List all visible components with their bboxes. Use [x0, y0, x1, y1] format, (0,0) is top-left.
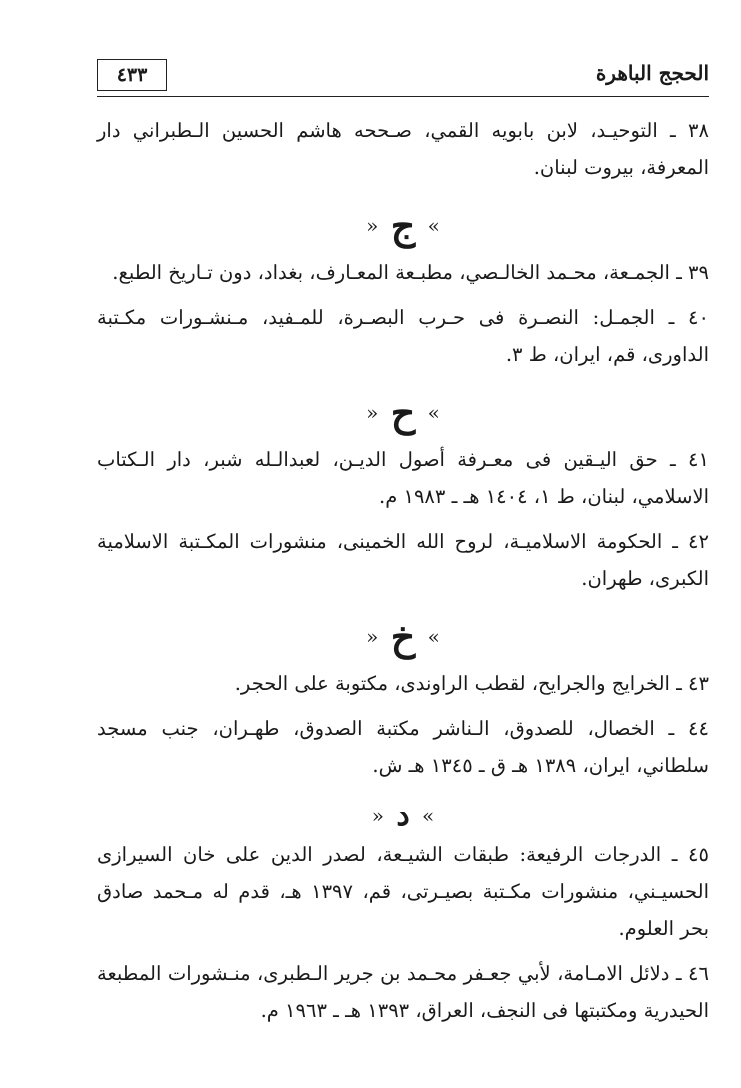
guillemet-left: »: [427, 213, 440, 238]
header-rule: [97, 96, 709, 97]
section-letter: خ: [390, 613, 416, 659]
bibliography-entry: ٤٦ ـ دلائل الامـامة، لأبي جعـفر محـمد بن جرير الـطبرى، منـشورات المطبعة الحيدرية ومكتبتها فى النجف، العراق، ١٣٩٣ هـ ـ ١٩٦٣ م.: [97, 962, 709, 1022]
guillemet-left: »: [422, 803, 435, 828]
bibliography-entry: ٤٣ ـ الخرايج والجرايح، لقطب الراوندى، مكتوبة على الحجر.: [234, 672, 709, 695]
section-letter: د: [396, 797, 410, 833]
guillemet-right: «: [366, 213, 379, 238]
bibliography-entry: ٤٥ ـ الدرجات الرفيعة: طبقات الشيـعة، لصدر الدين على خان السيرازى الحسيـني، منشورات مكـتبة بصيـرتى، قم، ١٣٩٧ هـ، قدم له مـحمد صادق بحر العلوم.: [97, 843, 709, 940]
page-number: ٤٣٣: [116, 64, 148, 86]
guillemet-right: «: [366, 400, 379, 425]
bibliography-entry: ٤١ ـ حق اليـقين فى معـرفة أصول الديـن، لعبدالـله شبر، دار الـكتاب الاسلامي، لبنان، ط ١، ١٤٠٤ هـ ـ ١٩٨٣ م.: [97, 448, 709, 508]
guillemet-left: »: [427, 400, 440, 425]
bibliography-entry: ٤٠ ـ الجمـل: النصـرة فى حـرب البصـرة، للمـفيد، مـنشـورات مكـتبة الداورى، قم، ايران، ط ٣.: [97, 306, 709, 366]
bibliography-entry: ٣٨ ـ التوحيـد، لابن بابويه القمي، صـححه هاشم الحسين الـطبراني دار المعرفة، بيروت لبنان.: [97, 119, 709, 179]
page-number-box: [97, 59, 167, 91]
bibliography-list: [97, 112, 709, 1037]
guillemet-left: »: [427, 624, 440, 649]
section-heading-ha: [97, 381, 709, 441]
guillemet-right: «: [371, 803, 384, 828]
running-title: الحجج الباهرة: [595, 61, 709, 85]
bibliography-entry: ٤٢ ـ الحكومة الاسلاميـة، لروح الله الخمينى، منشورات المكـتبة الاسلامية الكبرى، طهران.: [97, 530, 709, 590]
bibliography-entry: ٤٤ ـ الخصال، للصدوق، الـناشر مكتبة الصدوق، طهـران، جنب مسجد سلطاني، ايران، ١٣٨٩ هـ ق ـ ١٣٤٥ هـ ش.: [97, 717, 709, 777]
section-heading-jim: [97, 194, 709, 254]
section-letter: ج: [390, 202, 416, 248]
section-letter: ح: [390, 389, 416, 435]
page-header: [97, 57, 709, 97]
bibliography-entry: ٣٩ ـ الجمـعة، محـمد الخالـصي، مطبـعة المعـارف، بغداد، دون تـاريخ الطبع.: [112, 261, 709, 284]
guillemet-right: «: [366, 624, 379, 649]
section-heading-dal: [97, 792, 709, 836]
section-heading-kha: [97, 605, 709, 665]
